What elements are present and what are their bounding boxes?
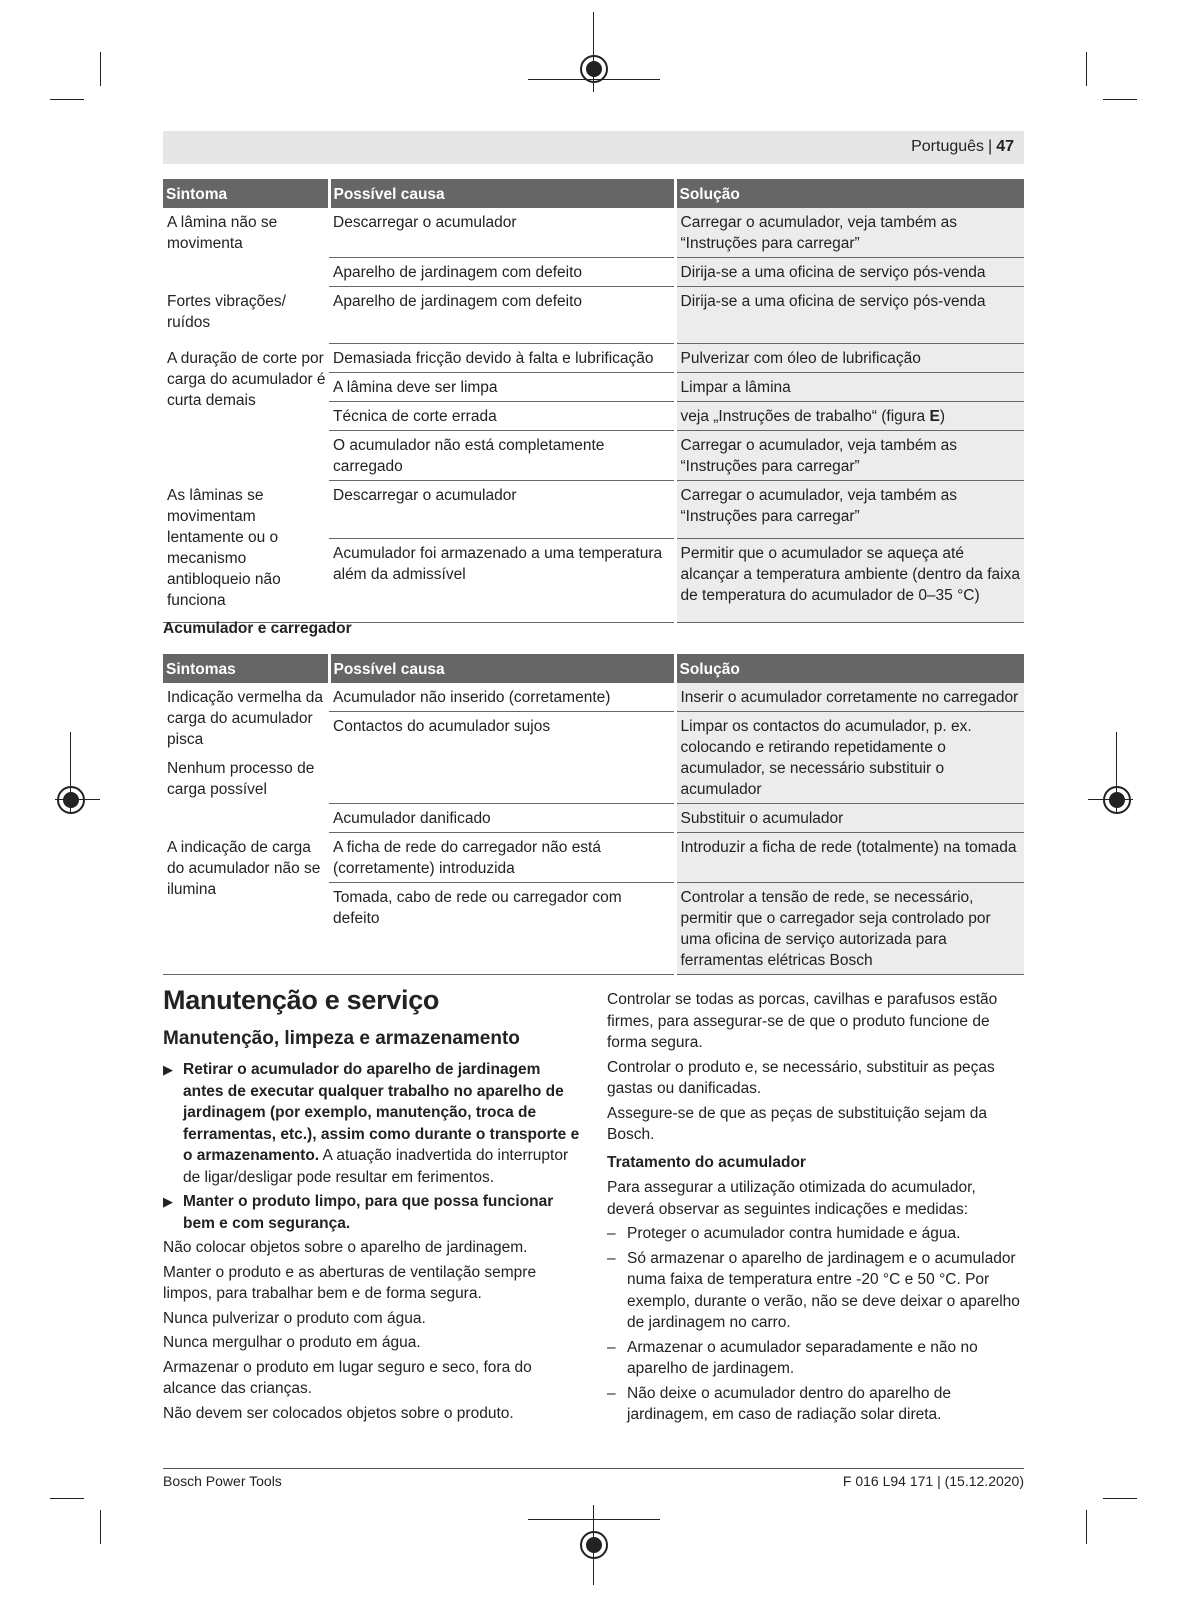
table-header: Possível causa — [329, 654, 675, 683]
table-header: Sintomas — [163, 654, 329, 683]
arrow-bullet-icon: ▶ — [163, 1194, 173, 1209]
table-row — [163, 287, 1024, 344]
crop-mark — [1086, 52, 1087, 86]
cause-cell: Acumulador danificado — [329, 804, 675, 833]
paragraph: Armazenar o produto em lugar seguro e seco, fora do alcance das crianças. — [163, 1358, 532, 1397]
cause-cell: Acumulador foi armazenado a uma temperatura além da admissível — [329, 539, 675, 622]
table-header: Sintoma — [163, 179, 329, 208]
page-number: 47 — [996, 138, 1014, 155]
cause-cell: Aparelho de jardinagem com defeito — [329, 287, 675, 344]
solution-cell: Carregar o acumulador, veja também as “Instruções para carregar” — [675, 431, 1024, 481]
solution-cell: Introduzir a ficha de rede (totalmente) na tomada — [675, 833, 1024, 883]
cause-cell: A lâmina deve ser limpa — [329, 373, 675, 402]
paragraph: Controlar se todas as porcas, cavilhas e parafusos estão firmes, para assegurar-se de que o produto funcione de forma segura. — [607, 991, 998, 1051]
symptom-cell — [163, 833, 329, 975]
solution-cell: Dirija-se a uma oficina de serviço pós-venda — [675, 287, 1024, 344]
cause-cell: Descarregar o acumulador — [329, 481, 675, 539]
paragraph: Não colocar objetos sobre o aparelho de jardinagem. — [163, 1239, 528, 1256]
footer-left: Bosch Power Tools — [163, 1473, 282, 1489]
cause-cell: Demasiada fricção devido à falta e lubrificação — [329, 344, 675, 373]
table-title: Acumulador e carregador — [163, 620, 352, 637]
list-item: – Proteger o acumulador contra humidade e água. — [607, 1225, 961, 1242]
right-column — [607, 989, 1024, 1429]
cause-cell: Acumulador não inserido (corretamente) — [329, 683, 675, 712]
crop-mark — [100, 1510, 101, 1544]
solution-cell: Dirija-se a uma oficina de serviço pós-venda — [675, 258, 1024, 287]
footer-right: F 016 L94 171 | (15.12.2020) — [842, 1473, 1024, 1489]
crop-mark — [100, 52, 101, 86]
solution-cell: Permitir que o acumulador se aqueça até alcançar a temperatura ambiente (dentro da faixa de temperatura do acumulador de 0–35 °C) — [675, 539, 1024, 622]
section-title: Manutenção e serviço — [163, 985, 440, 1015]
paragraph: Nunca pulverizar o produto com água. — [163, 1309, 426, 1327]
crop-mark — [1103, 99, 1137, 100]
battery-charger-table — [163, 654, 1024, 975]
table-row — [163, 683, 1024, 712]
paragraph: Não devem ser colocados objetos sobre o produto. — [163, 1404, 514, 1422]
registration-mark-icon — [57, 786, 85, 814]
paragraph: Para assegurar a utilização otimizada do acumulador, deverá observar as seguintes indicações e medidas: — [607, 1179, 976, 1218]
symptom-text: A indicação de carga do acumulador não se ilumina — [167, 838, 321, 898]
troubleshooting-table — [163, 179, 1024, 623]
warning-item: ▶ Retirar o acumulador do aparelho de jardinagem antes de executar qualquer trabalho no aparelho de jardinagem (por exemplo, manutenção, troca de ferramentas, etc.), assim como durante o transporte e o armazenamento. A atuação inadvertida do interruptor de ligar/desligar pode resultar em ferimentos. — [163, 1061, 580, 1186]
warning-item: ▶ Manter o produto limpo, para que possa funcionar bem e com segurança. — [163, 1193, 554, 1232]
table-row — [163, 481, 1024, 539]
crop-mark — [1103, 1498, 1137, 1499]
registration-mark-icon — [580, 1531, 608, 1559]
cause-cell: Técnica de corte errada — [329, 402, 675, 431]
symptom-cell — [163, 208, 329, 287]
solution-cell: Controlar a tensão de rede, se necessário, permitir que o carregador seja controlado por uma oficina de serviço autorizada para ferramentas elétricas Bosch — [675, 883, 1024, 975]
cause-cell: A ficha de rede do carregador não está (corretamente) introduzida — [329, 833, 675, 883]
paragraph: Assegure-se de que as peças de substituição sejam da Bosch. — [607, 1104, 987, 1143]
paragraph: Controlar o produto e, se necessário, substituir as peças gastas ou danificadas. — [607, 1058, 995, 1097]
header-language: Português — [911, 138, 985, 155]
solution-cell: veja „Instruções de trabalho“ (figura E) — [675, 402, 1024, 431]
solution-cell: Limpar a lâmina — [675, 373, 1024, 402]
symptom-text: Nenhum processo de carga possível — [167, 760, 315, 798]
symptom-text: Fortes vibrações/ ruídos — [167, 292, 286, 331]
table-header: Solução — [675, 179, 1024, 208]
cause-cell: Descarregar o acumulador — [329, 208, 675, 258]
list-item: – Só armazenar o aparelho de jardinagem e o acumulador numa faixa de temperatura entre -20 °C e 50 °C. Por exemplo, durante o verão, não se deve deixar o aparelho de jardinagem no carro. — [607, 1249, 1020, 1331]
left-column — [163, 985, 581, 1427]
table-row — [163, 833, 1024, 883]
paragraph: Nunca mergulhar o produto em água. — [163, 1334, 421, 1351]
registration-mark-icon — [580, 55, 608, 83]
subsection-title: Manutenção, limpeza e armazenamento — [163, 1027, 520, 1049]
solution-cell: Substituir o acumulador — [675, 804, 1024, 833]
cause-cell: Aparelho de jardinagem com defeito — [329, 258, 675, 287]
table-header: Possível causa — [329, 179, 675, 208]
cause-cell: O acumulador não está completamente carregado — [329, 431, 675, 481]
header-separator: | — [988, 138, 993, 155]
symptom-cell — [163, 683, 329, 833]
solution-cell: Carregar o acumulador, veja também as “Instruções para carregar” — [675, 481, 1024, 539]
table-header: Solução — [675, 654, 1024, 683]
list-item: – Não deixe o acumulador dentro do aparelho de jardinagem, em caso de radiação solar direta. — [607, 1384, 952, 1423]
symptom-cell — [163, 481, 329, 623]
arrow-bullet-icon: ▶ — [163, 1062, 173, 1077]
symptom-text: A lâmina não se movimenta — [167, 214, 278, 252]
symptom-cell — [163, 344, 329, 481]
subsection-heading: Tratamento do acumulador — [607, 1153, 806, 1171]
solution-cell: Inserir o acumulador corretamente no carregador — [675, 683, 1024, 712]
crop-mark — [50, 99, 84, 100]
cause-cell: Contactos do acumulador sujos — [329, 712, 675, 804]
figure-reference: E — [929, 408, 940, 425]
paragraph: Manter o produto e as aberturas de ventilação sempre limpos, para trabalhar bem e de forma segura. — [163, 1263, 537, 1302]
symptom-text: Indicação vermelha da carga do acumulador pisca — [167, 689, 323, 748]
page-footer — [163, 1468, 1024, 1489]
symptom-cell — [163, 287, 329, 344]
table-row — [163, 344, 1024, 373]
cause-cell: Tomada, cabo de rede ou carregador com defeito — [329, 883, 675, 975]
solution-cell: Carregar o acumulador, veja também as “Instruções para carregar” — [675, 208, 1024, 258]
page-header — [163, 131, 1024, 164]
crop-mark — [50, 1498, 84, 1499]
crop-mark — [528, 1519, 660, 1520]
table-row — [163, 208, 1024, 258]
solution-cell: Pulverizar com óleo de lubrificação — [675, 344, 1024, 373]
symptom-text: As lâminas se movimentam lentamente ou o mecanismo antibloqueio não funciona — [167, 486, 281, 609]
crop-mark — [1086, 1510, 1087, 1544]
registration-mark-icon — [1103, 786, 1131, 814]
solution-cell: Limpar os contactos do acumulador, p. ex. colocando e retirando repetidamente o acumulador, se necessário substituir o acumulador — [675, 712, 1024, 804]
symptom-text: A duração de corte por carga do acumulador é curta demais — [167, 349, 326, 409]
list-item: – Armazenar o acumulador separadamente e não no aparelho de jardinagem. — [607, 1338, 978, 1377]
